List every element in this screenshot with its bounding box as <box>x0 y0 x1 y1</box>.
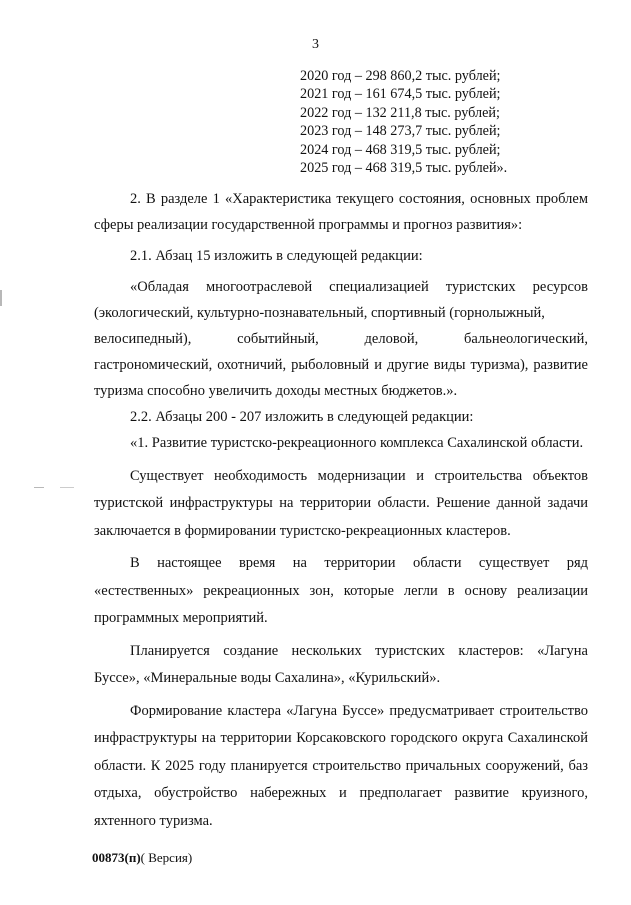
budget-line-2025: 2025 год – 468 319,5 тыс. рублей». <box>300 159 508 176</box>
paragraph-section-1-amendment: 2. В разделе 1 «Характеристика текущего состояния, основных проблем сферы реализации государственной программы и прогноз развития»: <box>94 191 588 233</box>
tab-word-3: деловой, <box>364 331 419 347</box>
scan-artifact-mark <box>34 487 44 488</box>
paragraph-modernization: Существует необходимость модернизации и строительства объектов туристской инфраструктуры на территории области. Решение данной задачи заключается в формировании туристско-рекреационных кластеров. <box>94 467 588 539</box>
paragraph-abzac-15-text <box>94 274 588 404</box>
footer-code: 00873(п) <box>92 850 141 865</box>
tab-word-4: бальнеологический, <box>464 331 588 347</box>
paragraph-2-2: 2.2. Абзацы 200 - 207 изложить в следующей редакции: <box>130 409 474 425</box>
footer-document-code <box>92 850 192 866</box>
scan-artifact-mark <box>60 487 74 488</box>
paragraph-abzac-15-tabbed-line <box>94 326 588 352</box>
footer-version: ( Версия) <box>140 850 193 865</box>
budget-line-2022: 2022 год – 132 211,8 тыс. рублей; <box>300 104 500 121</box>
budget-line-2024: 2024 год – 468 319,5 тыс. рублей; <box>300 141 501 158</box>
paragraph-laguna-busse: Формирование кластера «Лагуна Буссе» предусматривает строительство инфраструктуры на территории Корсаковского городского округа Сахалинской области. К 2025 году планируется строительство причальных сооружений, баз отдыха, обустройство набережных и предполагает развитие круизного, яхтенного туризма. <box>94 702 588 829</box>
paragraph-abzac-15-rest: гастрономический, охотничий, рыболовный и другие виды туризма), развитие туризма способно увеличить доходы местных бюджетов.». <box>94 357 588 399</box>
document-body <box>94 186 588 835</box>
paragraph-recreation-zones: В настоящее время на территории области существует ряд «естественных» рекреационных зон, которые легли в основу реализации программных мероприятий. <box>94 555 588 626</box>
paragraph-abzac-15-line1: «Обладая многоотраслевой специализацией туристских ресурсов (экологический, культурно-познавательный, спортивный (горнолыжный, <box>94 279 588 321</box>
budget-list <box>300 67 507 177</box>
paragraph-2-1: 2.1. Абзац 15 изложить в следующей редакции: <box>130 248 423 264</box>
paragraph-clusters: Планируется создание нескольких туристских кластеров: «Лагуна Буссе», «Минеральные воды Сахалина», «Курильский». <box>94 642 588 686</box>
tab-word-1: велосипедный), <box>94 331 192 347</box>
budget-line-2021: 2021 год – 161 674,5 тыс. рублей; <box>300 86 501 103</box>
scan-artifact-mark <box>0 290 2 306</box>
budget-line-2020: 2020 год – 298 860,2 тыс. рублей; <box>300 68 501 84</box>
paragraph-heading-1: «1. Развитие туристско-рекреационного комплекса Сахалинской области. <box>130 435 584 451</box>
tab-word-2: событийный, <box>237 331 319 347</box>
budget-line-2023: 2023 год – 148 273,7 тыс. рублей; <box>300 123 501 140</box>
page-number: 3 <box>312 37 319 52</box>
